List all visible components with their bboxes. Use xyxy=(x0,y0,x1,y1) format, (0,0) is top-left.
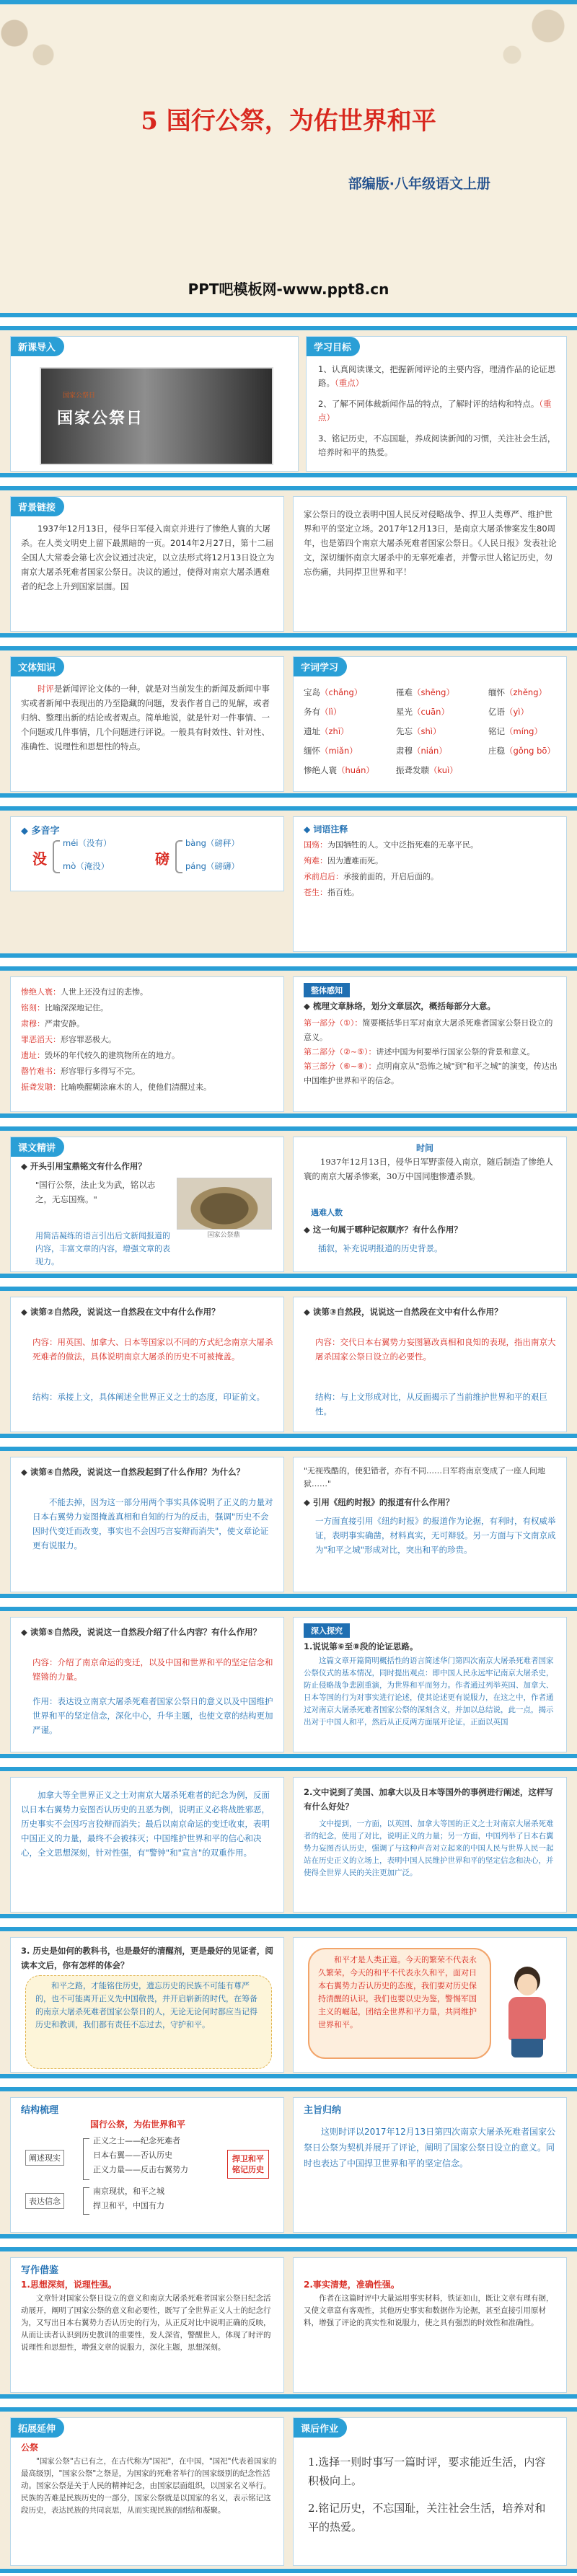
vocab-item xyxy=(304,702,396,722)
vocab-word: 遗址 xyxy=(304,726,320,736)
vocab-word: 惨绝人寰 xyxy=(304,765,337,775)
vocab-panel xyxy=(293,656,567,792)
note-key: 第三部分（⑥~⑧）： xyxy=(304,1062,376,1071)
note-value: 简要概括华日军对南京大屠杀死难者国家公祭日设立的意义。 xyxy=(304,1018,553,1042)
deep-panel xyxy=(293,1617,567,1752)
slide-cover xyxy=(0,0,577,317)
homework-2: 2.铭记历史，不忘国耻，关注社会生活，培养对和平的热爱。 xyxy=(308,2502,546,2533)
vocab-word: 缅怀 xyxy=(304,746,320,756)
vocab-pinyin: （yì） xyxy=(505,707,529,717)
vocab-pinyin: （zhī） xyxy=(320,726,349,736)
student-illustration xyxy=(500,1967,555,2060)
note-value: 形容罪行多得写不完。 xyxy=(61,1067,140,1076)
reading-q1: ◆ 开头引用宝鼎铭文有什么作用？ xyxy=(21,1161,146,1171)
deep-question: 1.说说第⑥至⑧段的论证思路。 xyxy=(304,1641,418,1651)
vocab-word: 务有 xyxy=(304,707,320,717)
polyphone-char-a: 没 xyxy=(32,850,47,868)
background-text-right: 家公祭日的设立表明中国人民反对侵略战争、捍卫人类尊严、维护世界和平的坚定立场。2017年12月13日，是南京大屠杀惨案发生80周年，也是第四个南京大屠杀死难者国家公祭日。《人民日报》发表社论文，深切缅怀南京大屠杀中的无辜死难者，并警示世人铭记历史，勿忘伤痛，共同捍卫世界和平！ xyxy=(304,509,557,577)
summary-tag: 主旨归纳 xyxy=(304,2105,342,2116)
note-item xyxy=(21,1064,278,1080)
vocab-pinyin: （gǒng bō） xyxy=(505,746,555,756)
vocab-pinyin: （zhěng） xyxy=(505,687,547,697)
note-key: 罪恶滔天： xyxy=(21,1035,61,1044)
cover-title: 5 国行公祭，为佑世界和平 xyxy=(141,107,436,136)
note-key: 振聋发聩： xyxy=(21,1082,61,1092)
slide-notes-overview xyxy=(0,966,577,1118)
nyt-question: ◆ 引用《纽约时报》的报道有什么作用？ xyxy=(304,1497,454,1507)
note-item xyxy=(304,1045,560,1059)
reading-2-right xyxy=(293,1297,567,1432)
polyphone-b1: bàng（磅秤） xyxy=(185,838,239,848)
reading-5-left xyxy=(10,1777,284,1913)
slide-reading-4 xyxy=(0,1607,577,1758)
para2-ans2: 结构：承接上文，具体阐述全世界正义之士的态度，印证前文。 xyxy=(32,1392,265,1402)
slide-knowledge xyxy=(0,646,577,798)
note-value: 为国牺牲的人。文中泛指死难的无辜平民。 xyxy=(327,840,478,850)
reading-3-right xyxy=(293,1457,567,1592)
vocab-row xyxy=(304,683,560,702)
note-value: 形容罪恶极大。 xyxy=(61,1035,116,1044)
vocab-word: 铭记 xyxy=(488,726,505,736)
slide-intro xyxy=(0,326,577,477)
structure-root: 国行公祭，为佑世界和平 xyxy=(90,2120,186,2130)
para3-ans1: 内容：交代日本右翼势力妄图篡改真相和良知的表现，指出南京大屠杀国家公祭日设立的必要性。 xyxy=(315,1337,556,1362)
genre-tag: 文体知识 xyxy=(11,657,64,676)
background-text-left: 1937年12月13日，侵华日军侵入南京并进行了惨绝人寰的大屠杀。在人类文明史上留下最黑暗的一页。2014年2月27日，第十二届全国人大常委会第七次会议通过决定，以立法形式将12月13日设立为南京大屠杀死难者国家公祭日。决议的通过，使得对南京大屠杀遇难者的纪念上升到国家层面。国 xyxy=(21,524,275,591)
note-item xyxy=(21,1016,278,1032)
memorial-photo-small: 国家公祭日 xyxy=(63,392,96,400)
nyt-ans: 一方面直接引用《纽约时报》的报道作为论据，有利时，有权威举证，表明事实确凿，材料真实，无可辩驳。另一方面与下文南京成为"和平之城"形成对比，突出和平的珍贵。 xyxy=(315,1516,556,1555)
goal-3: 3、铭记历史，不忘国耻，养成阅读新闻的习惯，关注社会生活，培养时和平的热爱。 xyxy=(318,433,556,457)
reflection-right xyxy=(293,1937,567,2073)
structure-right-box: 捍卫和平铭记历史 xyxy=(227,2150,269,2179)
vocab-word: 罹难 xyxy=(396,687,413,697)
para4-question: ◆ 读第④自然段，说说这一自然段起到了什么作用？为什么？ xyxy=(21,1467,245,1477)
vocab-pinyin: （lì） xyxy=(320,707,342,717)
reflection-left xyxy=(10,1937,284,2073)
overview-question: ◆ 梳理文章脉络，划分文章层次，概括每部分大意。 xyxy=(304,1001,495,1011)
structure-b-items: 南京现状，和平之城 捍卫和平，中国有力 xyxy=(93,2187,164,2210)
background-right-panel xyxy=(293,496,567,632)
vocab-item xyxy=(304,741,396,761)
para2-ans1: 内容：用英国、加拿大、日本等国家以不同的方式纪念南京大屠杀死难者的做法，具体说明南京大屠杀的历史不可被掩盖。 xyxy=(32,1337,273,1362)
vocab-item xyxy=(488,722,560,741)
homework-panel xyxy=(293,2417,567,2566)
note-key: 惨绝人寰： xyxy=(21,987,61,997)
note-item xyxy=(304,1059,560,1088)
bottom-notes-list xyxy=(21,984,278,1095)
intro-panel xyxy=(10,336,299,472)
reading-3-left xyxy=(10,1457,284,1592)
summary-text: 这则时评以2017年12月13日第四次南京大屠杀死难者国家公祭日公祭为契机并展开了评论，阐明了国家公祭日设立的意义。同时也表达了中国捍卫世界和平的坚定信念。 xyxy=(304,2127,556,2169)
polyphone-brace-a xyxy=(53,840,60,873)
note-key: 承前启后： xyxy=(304,872,343,881)
genre-text: 时评是新闻评论文体的一种，就是对当前发生的新闻及新闻中事实或者新闻中表现出的乃至隐藏的问题，发表作者自己的见解，或者归纳、整理出新的结论或者观点。简单地说，就是针对一件事情、一个问题或几件事情，几个问题进行评说。一般具有时效性、针对性、准确性、说理性和思想性的特点。 xyxy=(21,684,270,751)
vocab-item xyxy=(304,761,396,780)
note-item xyxy=(21,1032,278,1048)
deep-question-2: 2.文中说到了美国、加拿大以及日本等国外的事例进行阐述，这样写有什么好处？ xyxy=(304,1787,553,1812)
time-text: 1937年12月13日，侵华日军野蛮侵入南京，随后制造了惨绝人寰的南京大屠杀惨案，30万中国同胞惨遭杀戮。 xyxy=(304,1157,554,1181)
vocab-pinyin: （shēng） xyxy=(413,687,454,697)
vocab-item xyxy=(488,761,560,780)
vocab-item xyxy=(488,741,560,761)
nyt-quote: "无视残酷的，使犯错者，亦有不同……日军将南京变成了一座人间地狱……" xyxy=(304,1466,546,1488)
writing-p2: 作者在这篇时评中大量运用事实材料，铁证如山，既让文章有理有据，又使文章富有客观性，其他历史事实和数据作为论据，甚至直接引用原材料，增强了评论的真实性和说服力，使之具有强烈的时效性和准确性。 xyxy=(304,2294,554,2327)
vocab-pinyin: （míng） xyxy=(505,726,542,736)
background-tag: 背景链接 xyxy=(11,497,64,516)
deep-ans: 这篇文章开篇简明概括性的语言简述华门第四次南京大屠杀死难者国家公祭仪式的基本情况，同时提出观点：即中国人民永远牢记南京大屠杀史，防止侵略战争悲剧重演，为世界和平而努力。作者通过列举英国、加拿大、日本等国的行为对事实进行论述，使其论述更有说服力，在这之中，作者通过对南京大屠杀死难者国家公祭的深刻含义，并加以总结说，此一点，揭示出对于中国人和平，然后从正反两方面展开论证，正面以英国 xyxy=(304,1657,554,1726)
note-item xyxy=(304,1016,560,1045)
writing-right xyxy=(293,2257,567,2393)
note-item xyxy=(21,1000,278,1016)
structure-node-b: 表达信念 xyxy=(25,2193,64,2209)
vocab-pinyin: （shì） xyxy=(413,726,441,736)
vocab-word: 星光 xyxy=(396,707,413,717)
writing-tag: 写作借鉴 xyxy=(21,2265,59,2276)
goals-tag: 学习目标 xyxy=(307,337,360,356)
extension-tag: 拓展延伸 xyxy=(11,2418,64,2438)
memorial-photo xyxy=(40,367,273,465)
vocab-word: 亿语 xyxy=(488,707,505,717)
reading-ans2: 插叙，补充说明报道的历史背景。 xyxy=(318,1243,443,1253)
memorial-photo-text: 国家公祭日 xyxy=(57,409,144,428)
vocab-item xyxy=(488,683,560,702)
notes-tag: ◆ 词语注释 xyxy=(304,824,348,834)
writing-p1-title: 1.思想深刻，说理性强。 xyxy=(21,2280,117,2290)
extension-panel xyxy=(10,2417,284,2566)
structure-a-items: 正义之士——纪念死难者 日本右翼——否认历史 正义力量——反击右翼势力 xyxy=(93,2136,188,2174)
goal-2: 2、了解不同体裁新闻作品的特点，了解时评的结构和特点。（重点） xyxy=(318,399,552,423)
reading-1-right xyxy=(293,1137,567,1272)
note-value: 点明南京从"恐怖之城"到"和平之城"的演变，传达出中国维护世界和平的信念。 xyxy=(304,1062,558,1085)
reading-tag: 课文精讲 xyxy=(11,1137,64,1157)
note-item xyxy=(304,869,560,885)
deep-tag: 深入探究 xyxy=(304,1623,350,1638)
notes-list xyxy=(304,837,560,901)
note-key: 国殇： xyxy=(304,840,327,850)
vocab-word: 缅怀 xyxy=(488,687,505,697)
slide-reading-1 xyxy=(0,1126,577,1278)
who-tag: 遇难人数 xyxy=(311,1208,343,1217)
note-value: 因为遭难而死。 xyxy=(327,856,383,865)
para5-question: ◆ 读第⑤自然段，说说这一自然段介绍了什么内容？有什么作用？ xyxy=(21,1627,262,1637)
note-value: 比喻唤醒糊涂麻木的人，使他们清醒过来。 xyxy=(61,1082,211,1092)
vocab-item xyxy=(304,722,396,741)
note-item xyxy=(304,837,560,853)
parts-list xyxy=(304,1016,560,1088)
vocab-item xyxy=(396,741,488,761)
vocab-row xyxy=(304,722,560,741)
reading-quote: "国行公祭，法止戈为武，铭以志之，无忘国殇。" xyxy=(35,1180,156,1204)
vocab-pinyin: （huán） xyxy=(337,765,374,775)
vocab-pinyin: （kuì） xyxy=(429,765,458,775)
cover-ornament-left xyxy=(0,4,63,91)
slide-writing xyxy=(0,2247,577,2399)
vocab-pinyin: （cuān） xyxy=(413,707,449,717)
reading-4-left xyxy=(10,1617,284,1752)
goal-1: 1、认真阅读课文，把握新闻评论的主要内容，理清作品的论证思路。（重点） xyxy=(318,364,556,388)
note-key: 铭刻： xyxy=(21,1003,45,1013)
note-key: 第一部分（①）： xyxy=(304,1018,363,1028)
vocab-pinyin: （nián） xyxy=(413,746,447,756)
note-value: 人世上还没有过的悲惨。 xyxy=(61,987,148,997)
para2-question: ◆ 读第②自然段，说说这一自然段在文中有什么作用？ xyxy=(21,1307,220,1317)
summary-panel xyxy=(293,2097,567,2233)
vocab-tag: 字词学习 xyxy=(294,657,347,676)
vocab-grid xyxy=(304,683,560,780)
para3-ans2: 结构：与上文形成对比，从反面揭示了当前维护世界和平的艰巨性。 xyxy=(315,1392,547,1416)
note-value: 指百姓。 xyxy=(327,888,359,897)
structure-brace-b xyxy=(83,2187,89,2215)
homework-1: 1.选择一则时事写一篇时评，要求能近生活，内容积极向上。 xyxy=(308,2456,546,2487)
polyphone-panel xyxy=(10,816,284,891)
deep-ans-2: 文中提到，一方面，以英国、加拿大等国的正义之士对南京大屠杀死难者的纪念，使用了对比，说明正义的力量；另一方面，中国列举了日本右翼势力妄图否认历史，强调了与这种声音对立起来的中国人民与世界人民一起站在历史正义的立场上，表明中国人民维护世界和平的坚定信念和决心，并使得全世界人民的关注更加广泛。 xyxy=(304,1819,554,1877)
slide-reading-5 xyxy=(0,1767,577,1918)
background-left-panel xyxy=(10,496,284,632)
vocab-pinyin: （miǎn） xyxy=(320,746,358,756)
reflection-ans: 和平之路，才能铭住历史，遗忘历史的民族不可能有尊严的，也不可能离开正义先中国敬畏，并开启崭新的时代，在筹备的南京大屠杀死难者国家公祭日的人，无论无论何时都应当记得历史和教训，我们都有责任不忘过去，守护和平。 xyxy=(35,1981,257,2029)
slide-polyphone xyxy=(0,806,577,958)
ding-caption: 国家公祭鼎 xyxy=(207,1232,240,1239)
para5-ans2: 作用：表达设立南京大屠杀死难者国家公祭日的意义以及中国维护世界和平的坚定信念，深化中心，升华主题，也使文章的结构更加严谨。 xyxy=(32,1696,273,1735)
vocab-row xyxy=(304,741,560,761)
note-value: 毁坏的年代较久的建筑物所在的地方。 xyxy=(45,1051,180,1060)
polyphone-tag: ◆ 多音字 xyxy=(21,826,60,837)
note-value: 承接前面的，开启后面的。 xyxy=(343,872,439,881)
bottom-notes-panel xyxy=(10,976,284,1112)
vocab-word: 庄稳 xyxy=(488,746,505,756)
para4-ans: 不能去掉，因为这一部分用两个事实具体说明了正义的力量对日本右翼势力妄图掩盖真相和自知的行为的反击，强调"历史不会因时代变迁而改变，事实也不会因巧言妄辩而消失"，使文章论证更有说服力。 xyxy=(32,1497,273,1551)
reading-5-right xyxy=(293,1777,567,1913)
note-item xyxy=(21,1048,278,1064)
structure-node-a: 阐述现实 xyxy=(25,2150,64,2166)
writing-left xyxy=(10,2257,284,2393)
vocab-item xyxy=(488,702,560,722)
cover-ornament-right xyxy=(483,4,577,84)
polyphone-a2: mò（淹没） xyxy=(63,861,110,871)
vocab-item xyxy=(304,683,396,702)
reading-ans1: 用简洁凝练的语言引出后文新闻报道的内容，丰富文章的内容，增强文章的表现力。 xyxy=(35,1231,170,1266)
vocab-row xyxy=(304,761,560,780)
reading-1-left xyxy=(10,1137,284,1272)
vocab-item xyxy=(396,722,488,741)
structure-tag: 结构梳理 xyxy=(21,2105,59,2116)
vocab-row xyxy=(304,702,560,722)
para5-ans1: 内容：介绍了南京命运的变迁，以及中国和世界和平的坚定信念和铿锵的力量。 xyxy=(32,1657,273,1682)
vocab-item xyxy=(396,702,488,722)
writing-p1: 文章针对国家公祭日设立的意义和南京大屠杀死难者国家公祭日纪念活动展开，阐明了国家公祭的意义和必要性，既写了全世界正义人士的纪念行为，又写出日本右翼势力否认历史的行为，从正反对比中说明正确的反映，从而让读者认识到历史教训的重要性，发人深省，警醒世人，体现了时评的说理性和思想性，增强文章的说服力，深化主题，思想深刻。 xyxy=(21,2294,271,2352)
vocab-word: 先忘 xyxy=(396,726,413,736)
structure-brace-a xyxy=(83,2138,89,2180)
intro-tag: 新课导入 xyxy=(11,337,64,356)
time-tag: 时间 xyxy=(416,1143,434,1153)
writing-p2-title: 2.事实清楚，准确性强。 xyxy=(304,2280,400,2290)
slide-reading-3 xyxy=(0,1447,577,1598)
extension-title: 公祭 xyxy=(21,2443,39,2453)
genre-panel xyxy=(10,656,284,792)
reading-q2: ◆ 这一句属于哪种记叙顺序？有什么作用？ xyxy=(304,1225,462,1235)
polyphone-brace-b xyxy=(175,840,182,873)
vocab-word: 振聋发聩 xyxy=(396,765,429,775)
note-item xyxy=(304,885,560,901)
overview-panel xyxy=(293,976,567,1112)
note-key: 苍生： xyxy=(304,888,327,897)
note-value: 严肃安静。 xyxy=(45,1019,84,1028)
slide-background xyxy=(0,486,577,638)
homework-tag: 课后作业 xyxy=(294,2418,347,2438)
note-value: 比喻深深地记住。 xyxy=(45,1003,108,1013)
slide-reflection xyxy=(0,1927,577,2078)
overview-tag: 整体感知 xyxy=(304,983,350,997)
note-item xyxy=(304,853,560,869)
vocab-pinyin: （chǎng） xyxy=(320,687,363,697)
para3-question: ◆ 读第③自然段，说说这一自然段在文中有什么作用？ xyxy=(304,1307,503,1317)
polyphone-b2: páng（磅礴） xyxy=(185,861,239,871)
vocab-item xyxy=(396,683,488,702)
note-key: 殉难： xyxy=(304,856,327,865)
notes-panel xyxy=(293,816,567,952)
slide-extension xyxy=(0,2407,577,2573)
polyphone-char-b: 磅 xyxy=(155,850,169,868)
note-item xyxy=(21,1080,278,1095)
note-item xyxy=(21,984,278,1000)
note-key: 肃穆： xyxy=(21,1019,45,1028)
cover-subtitle: 部编版·八年级语文上册 xyxy=(348,176,490,192)
note-value: 讲述中国为何要举行国家公祭的背景和意义。 xyxy=(376,1047,535,1057)
slide-structure xyxy=(0,2087,577,2238)
vocab-word: 肃穆 xyxy=(396,746,413,756)
note-key: 第二部分（②~⑤）： xyxy=(304,1047,376,1057)
reflection-question: 3. 历史是如何的教科书，也是最好的清醒剂，更是最好的见证者，阅读本文后，你有怎样的体会？ xyxy=(21,1946,273,1970)
vocab-item xyxy=(396,761,488,780)
structure-panel xyxy=(10,2097,284,2233)
cover-site: PPT吧模板网-www.ppt8.cn xyxy=(188,281,389,298)
reading-2-left xyxy=(10,1297,284,1432)
goals-panel xyxy=(306,336,567,472)
polyphone-a1: méi（没有） xyxy=(63,838,112,848)
vocab-word: 宝岛 xyxy=(304,687,320,697)
ding-photo xyxy=(177,1178,272,1230)
note-key: 罄竹难书： xyxy=(21,1067,61,1076)
note-key: 遗址： xyxy=(21,1051,45,1060)
extension-text: "国家公祭"古已有之，在古代称为"国祀"，在中国，"国祀"代表着国家的最高级别，"国家公祭"之祭是，为国家的死难者举行的国家级别的纪念性活动。国家公祭是关于人民的精神纪念，由国家层面组织，以国家名义举行。民族的苦难是民族历史的一部分，国家公祭就是以国家的名义，表示铭记这段历史，表达民族的共同哀思，从而实现民族的团结和凝聚。 xyxy=(21,2457,277,2515)
deep-ans-cont: 加拿大等全世界正义之士对南京大屠杀死难者的纪念为例，反面以日本右翼势力妄图否认历史的丑恶为例，说明正义必将战胜邪恶，历史事实不会因巧言狡辩而消失；最后以南京命运的变迁收束，表明中国正义的力量，最终不会被抹灭；中国维护世界和平的信心和决心，全文思想深刻，针对性强，有"警钟"和"宣言"的双重作用。 xyxy=(21,1790,270,1858)
reflection-bubble-text: 和平才是人类正道。今天的繁荣不代表永久繁荣，今天的和平不代表永久和平，面对日本右翼势力否认历史的态度，我们要对历史保持清醒的认识，我们也要以史为鉴，警惕军国主义的崛起，团结全世界和平力量，共同维护世界和平。 xyxy=(318,1955,477,2029)
slide-reading-2 xyxy=(0,1287,577,1438)
